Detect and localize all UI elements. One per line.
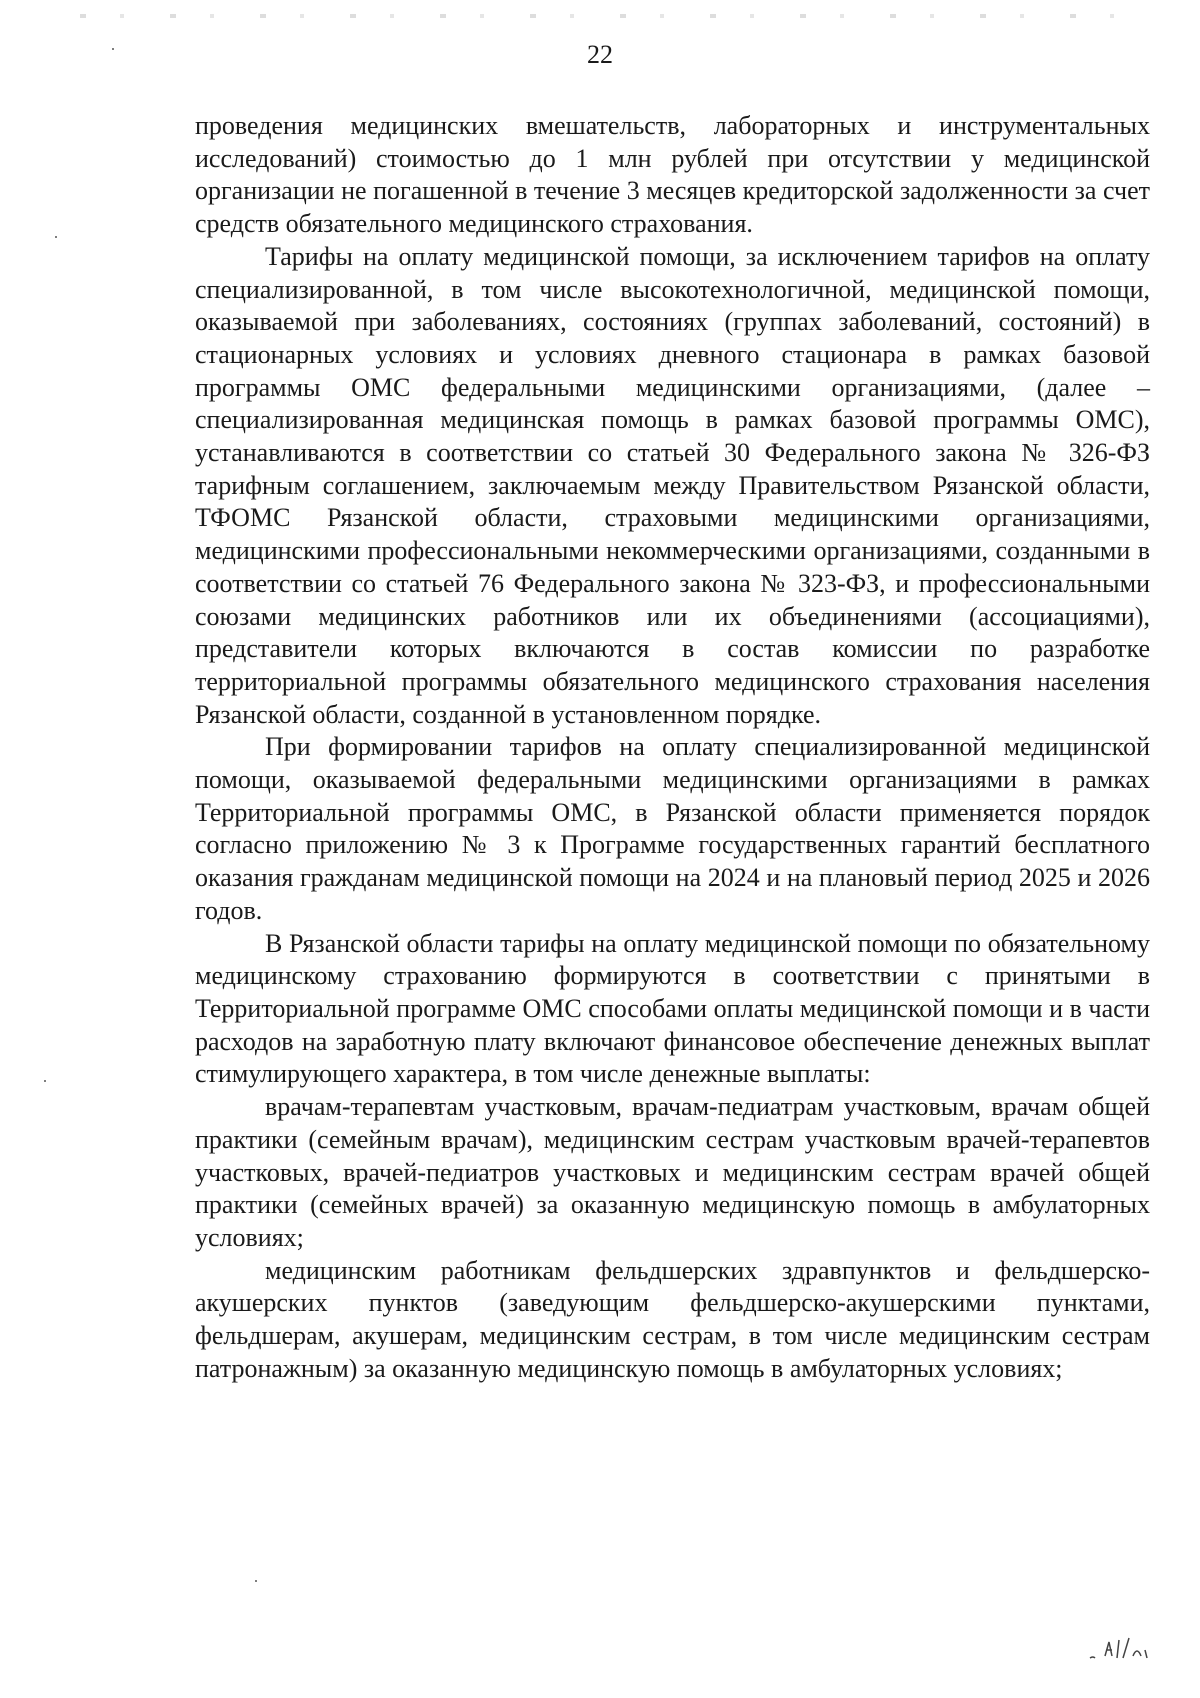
paragraph-continuation: проведения медицинских вмешательств, лабораторных и инструментальных исследований) стоимостью до 1 млн рублей при отсутствии у медицинской организации не погашенной в течение 3 месяцев кредиторской задолженности за счет средств обязательного медицинского страхования.	[195, 111, 1150, 239]
document-body	[195, 110, 1150, 1385]
paragraph-ryazan-tariffs: В Рязанской области тарифы на оплату медицинской помощи по обязательному медицинскому страхованию формируются в соответствии с принятыми в Территориальной программе ОМС способами оплаты медицинской помощи и в части расходов на заработную плату включают финансовое обеспечение денежных выплат стимулирующего характера, в том числе денежные выплаты:	[195, 928, 1150, 1089]
list-item-feldsher-stations: медицинским работникам фельдшерских здравпунктов и фельдшерско-акушерских пунктов (заведующим фельдшерско-акушерскими пунктами, фельдшерам, акушерам, медицинским сестрам, в том числе медицинским сестрам патронажным) за оказанную медицинскую помощь в амбулаторных условиях;	[195, 1255, 1150, 1383]
scan-speck	[112, 48, 114, 50]
paragraph-federal-organizations: При формировании тарифов на оплату специализированной медицинской помощи, оказываемой федеральными медицинскими организациями в рамках Территориальной программы ОМС, в Рязанской области применяется порядок согласно приложению № 3 к Программе государственных гарантий бесплатного оказания гражданам медицинской помощи на 2024 и на плановый период 2025 и 2026 годов.	[195, 732, 1150, 925]
handwritten-initials-mark	[1085, 1628, 1155, 1668]
list-item-district-doctors: врачам-терапевтам участковым, врачам-педиатрам участковым, врачам общей практики (семейным врачам), медицинским сестрам участковым врачей-терапевтов участковых, врачей-педиатров участковых и медицинским сестрам врачей общей практики (семейных врачей) за оказанную медицинскую помощь в амбулаторных условиях;	[195, 1092, 1150, 1252]
page-number: 22	[587, 40, 613, 69]
scan-speck	[44, 1080, 46, 1082]
scan-speck	[55, 236, 57, 238]
scan-speck	[255, 1580, 257, 1582]
scan-artifact-line	[80, 14, 1160, 18]
paragraph-tariffs: Тарифы на оплату медицинской помощи, за исключением тарифов на оплату специализированной, в том числе высокотехнологичной, медицинской помощи, оказываемой при заболеваниях, состояниях (группах заболеваний, состояний) в стационарных условиях и условиях дневного стационара в рамках базовой программы ОМС федеральными медицинскими организациями, (далее – специализированная медицинская помощь в рамках базовой программы ОМС), устанавливаются в соответствии со статьей 30 Федерального закона № 326-ФЗ тарифным соглашением, заключаемым между Правительством Рязанской области, ТФОМС Рязанской области, страховыми медицинскими организациями, медицинскими профессиональными некоммерческими организациями, созданными в соответствии со статьей 76 Федерального закона № 323-ФЗ, и профессиональными союзами медицинских работников или их объединениями (ассоциациями), представители которых включаются в состав комиссии по разработке территориальной программы обязательного медицинского страхования населения Рязанской области, созданной в установленном порядке.	[195, 241, 1150, 729]
